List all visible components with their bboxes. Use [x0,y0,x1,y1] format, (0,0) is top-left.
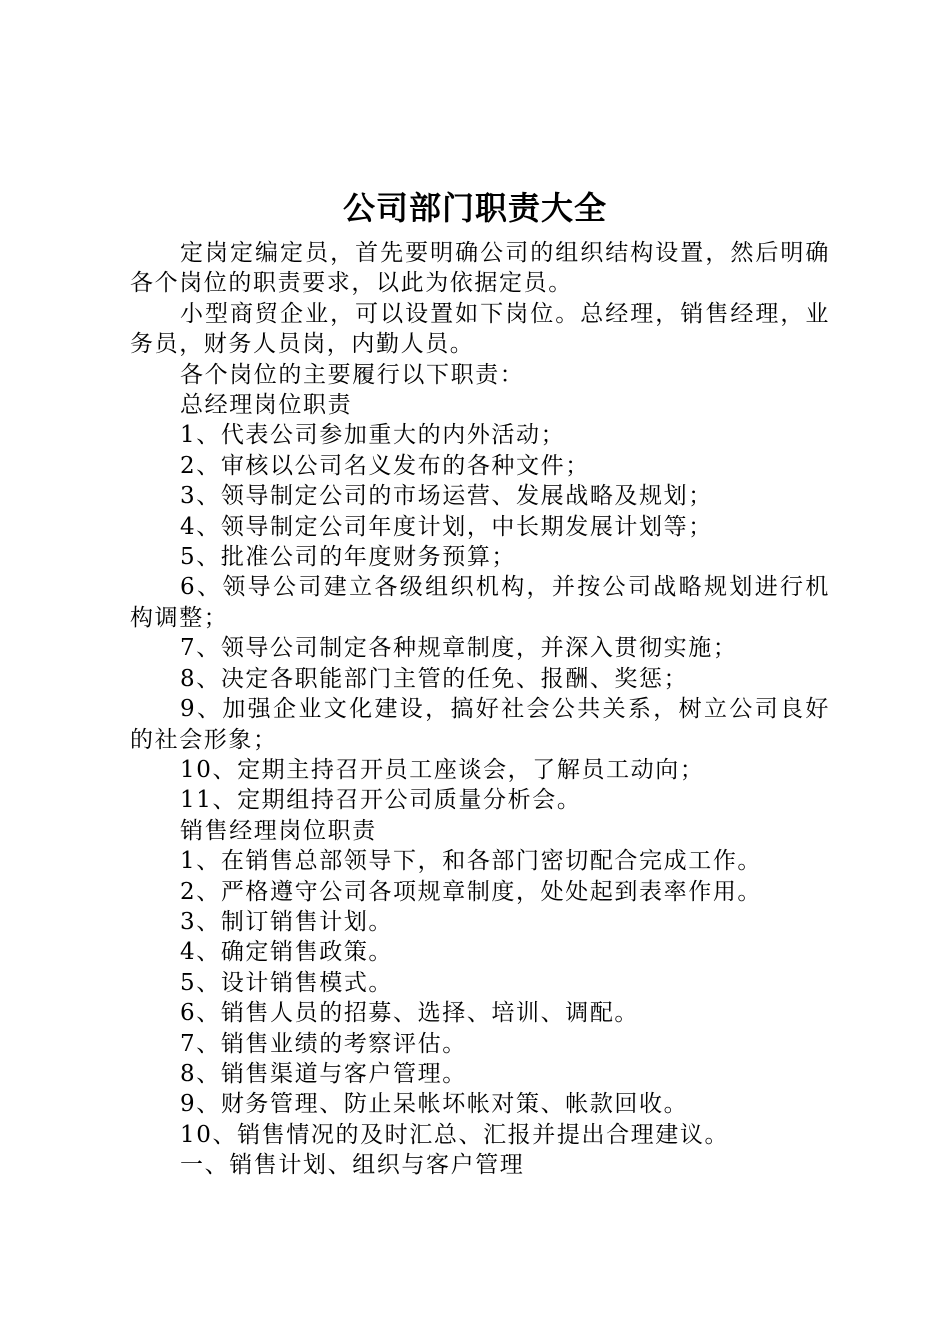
list-item: 3、领导制定公司的市场运营、发展战略及规划； [180,483,713,510]
list-item: 2、严格遵守公司各项规章制度，处处起到表率作用。 [180,878,763,905]
list-item: 1、代表公司参加重大的内外活动； [180,422,566,449]
list-item: 8、决定各职能部门主管的任免、报酬、奖惩； [180,665,689,692]
document-body [130,238,830,1181]
list-item: 7、领导公司制定各种规章制度，并深入贯彻实施； [180,635,738,662]
list-item: 7、销售业绩的考察评估。 [180,1030,467,1057]
list-item: 5、批准公司的年度财务预算； [180,544,517,571]
section-heading-sales-plan: 一、销售计划、组织与客户管理 [180,1152,525,1179]
list-item: 5、设计销售模式。 [180,969,394,996]
list-item: 6、领导公司建立各级组织机构，并按公司战略规划进行机构调整； [130,574,830,631]
list-item: 4、确定销售政策。 [180,939,394,966]
list-item: 8、销售渠道与客户管理。 [180,1060,467,1087]
list-item: 4、领导制定公司年度计划，中长期发展计划等； [180,513,713,540]
paragraph-duties-intro: 各个岗位的主要履行以下职责： [180,361,525,388]
list-item: 9、加强企业文化建设，搞好社会公共关系，树立公司良好的社会形象； [130,696,830,753]
section-heading-general-manager: 总经理岗位职责 [180,392,353,419]
section-heading-sales-manager: 销售经理岗位职责 [180,817,377,844]
list-item: 2、审核以公司名义发布的各种文件； [180,452,590,479]
list-item: 10、销售情况的及时汇总、汇报并提出合理建议。 [180,1121,730,1148]
list-item: 6、销售人员的招募、选择、培训、调配。 [180,1000,640,1027]
list-item: 9、财务管理、防止呆帐坏帐对策、帐款回收。 [180,1091,689,1118]
paragraph-intro: 定岗定编定员，首先要明确公司的组织结构设置，然后明确各个岗位的职责要求，以此为依据定员。 [130,240,830,297]
list-item: 10、定期主持召开员工座谈会，了解员工动向； [180,756,705,783]
list-item: 11、定期组持召开公司质量分析会。 [180,787,582,814]
list-item: 1、在销售总部领导下，和各部门密切配合完成工作。 [180,848,763,875]
document-title: 公司部门职责大全 [342,189,607,227]
paragraph-positions: 小型商贸企业，可以设置如下岗位。总经理，销售经理，业务员，财务人员岗，内勤人员。 [130,300,830,358]
list-item: 3、制订销售计划。 [180,908,394,935]
